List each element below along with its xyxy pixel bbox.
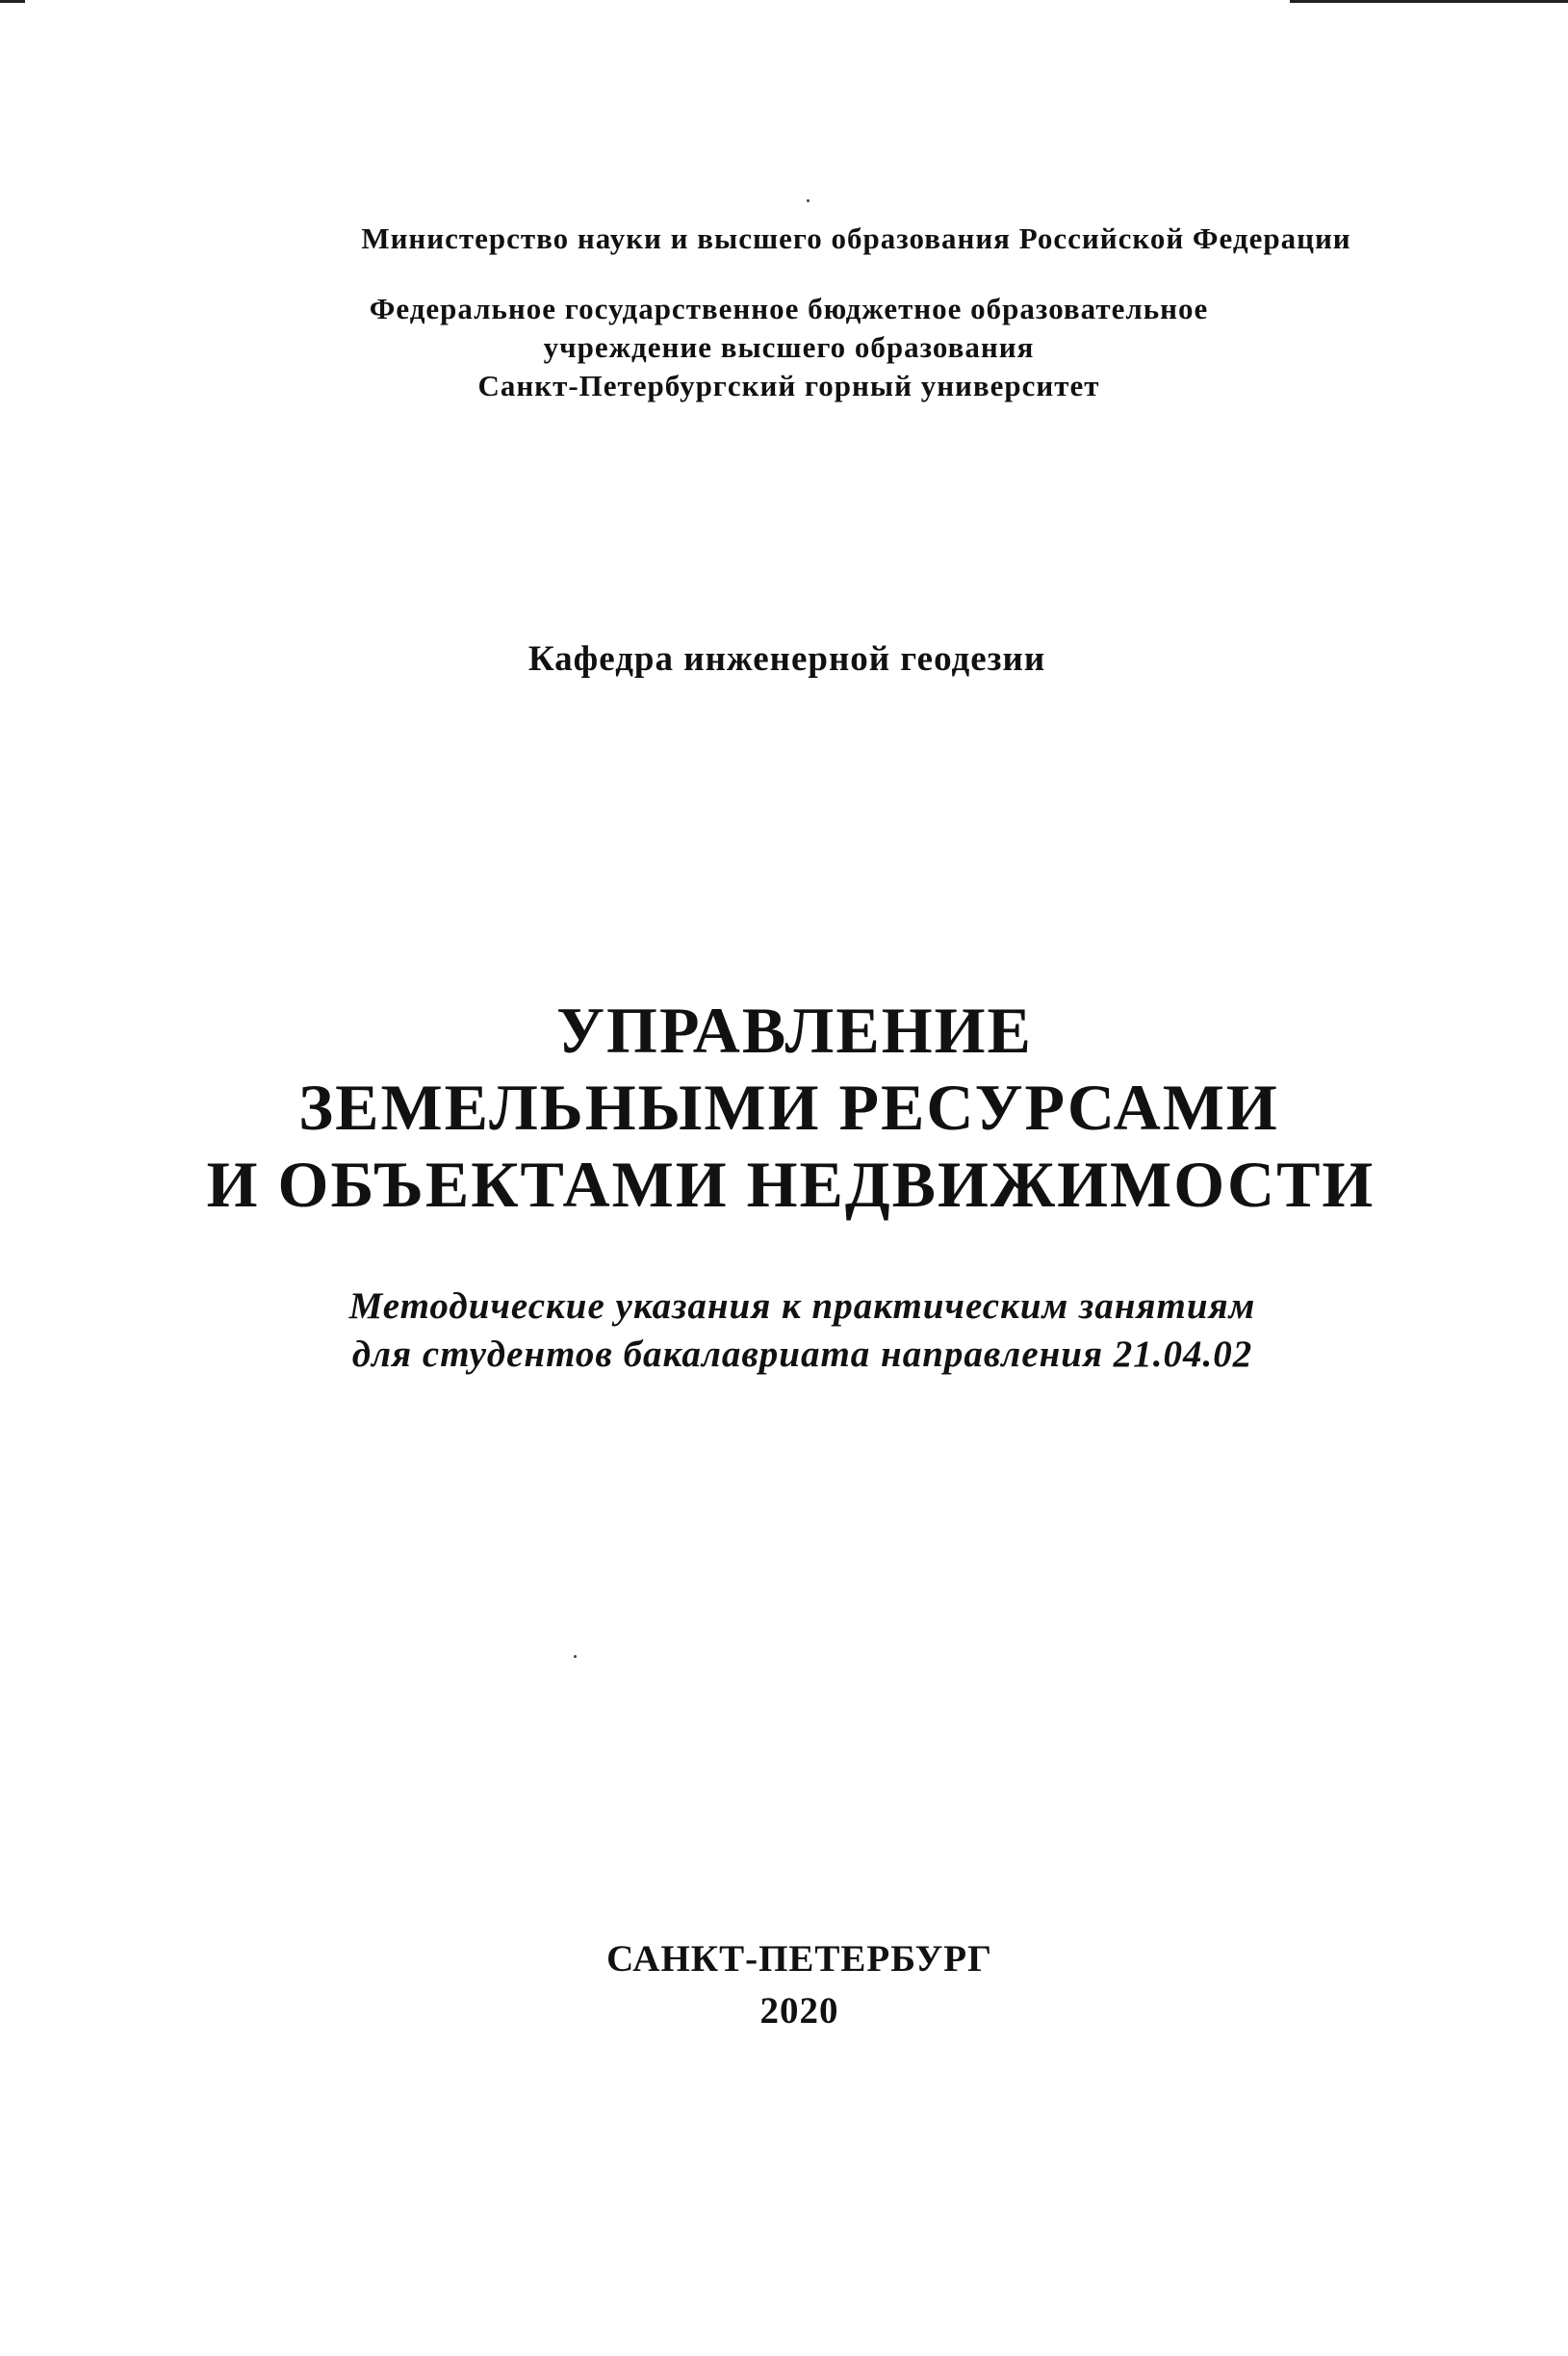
publication-year: 2020	[759, 1990, 839, 2032]
institution-line-2: учреждение высшего образования	[543, 330, 1035, 364]
institution-heading	[0, 290, 1568, 405]
subtitle-line-1: Методические указания к практическим занятиям	[348, 1285, 1256, 1327]
ministry-name: Министерство науки и высшего образования Российской Федерации	[361, 221, 1351, 255]
scan-speck	[807, 199, 810, 202]
scan-edge-mark-right	[1290, 0, 1568, 3]
subtitle-line-2: для студентов бакалавриата направления 21.04.02	[351, 1333, 1253, 1375]
publication-info	[0, 1933, 1568, 2037]
department-heading	[0, 637, 1568, 682]
title-line-2: ЗЕМЕЛЬНЫМИ РЕСУРСАМИ	[298, 1071, 1279, 1144]
scan-edge-mark-left	[0, 0, 25, 3]
ministry-heading	[0, 220, 1568, 258]
document-subtitle	[0, 1282, 1568, 1379]
institution-line-3: Санкт-Петербургский горный университет	[477, 369, 1100, 402]
scan-speck	[574, 1655, 577, 1658]
document-title	[0, 992, 1568, 1223]
title-line-3: И ОБЪЕКТАМИ НЕДВИЖИМОСТИ	[206, 1148, 1375, 1221]
institution-line-1: Федеральное государственное бюджетное образовательное	[369, 292, 1209, 325]
publication-city: САНКТ-ПЕТЕРБУРГ	[606, 1938, 992, 1980]
department-name: Кафедра инженерной геодезии	[527, 639, 1046, 679]
title-line-1: УПРАВЛЕНИЕ	[556, 994, 1033, 1067]
